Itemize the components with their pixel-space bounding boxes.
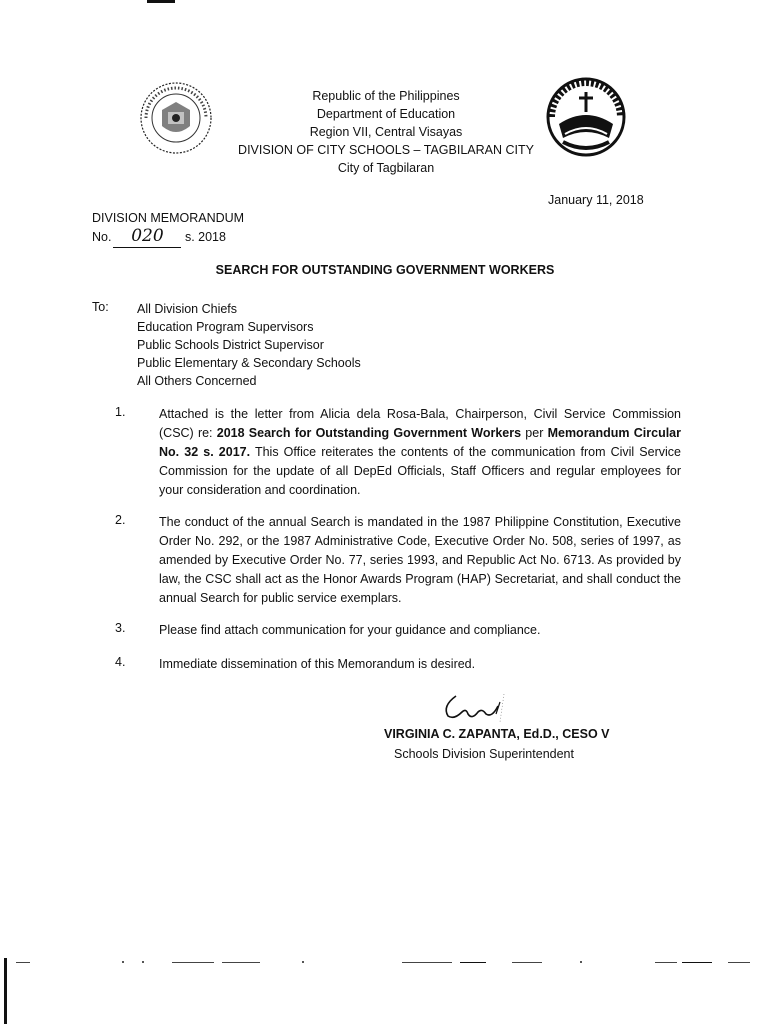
memo-date: January 11, 2018 — [548, 193, 644, 207]
handwritten-signature — [438, 692, 508, 726]
recipient-item: Public Schools District Supervisor — [137, 338, 324, 352]
memo-number-line — [92, 228, 244, 248]
memo-heading — [92, 209, 244, 248]
deped-seal-icon — [138, 80, 214, 156]
scan-noise — [728, 962, 750, 963]
memo-no-label: No. — [92, 230, 112, 244]
recipient-item: All Division Chiefs — [137, 302, 238, 316]
paragraph-bold-title: 2018 Search for Outstanding Government Workers — [216, 426, 522, 440]
paragraph-number: 1. — [115, 405, 126, 419]
scan-mark-top — [147, 0, 175, 3]
division-logo-icon — [545, 76, 627, 158]
scan-noise — [682, 962, 712, 963]
recipient-list — [137, 300, 361, 390]
paragraph-text-part: This Office reiterates the contents of the communication from Civil Service Commission for the update of all DepEd Officials, Staff Officers and regular employees for your consideration and coordination. — [159, 445, 681, 497]
paragraph-number: 4. — [115, 655, 126, 669]
memo-number: 020 — [131, 226, 164, 246]
header-division: DIVISION OF CITY SCHOOLS – TAGBILARAN CITY — [238, 143, 534, 157]
to-label: To: — [92, 300, 109, 314]
paragraph-text-part: per — [521, 426, 548, 440]
scan-mark-left — [4, 958, 7, 1024]
scan-noise — [580, 961, 582, 963]
recipient-item: Public Elementary & Secondary Schools — [137, 356, 361, 370]
letterhead — [236, 87, 536, 177]
scan-noise — [142, 961, 144, 963]
scan-noise — [122, 961, 124, 963]
memo-number-field — [113, 228, 181, 248]
recipient-item: All Others Concerned — [137, 374, 257, 388]
scan-noise — [402, 962, 452, 963]
paragraph-text: The conduct of the annual Search is mandated in the 1987 Philippine Constitution, Executive Order No. 292, or the 1987 Administrative Code, Executive Order No. 508, series of 1997, as amended by Executive Order No. 77, series 1993, and Republic Act No. 6713. As provided by law, the CSC shall act as the Honor Awards Program (HAP) Secretariat, and shall conduct the annual Search for public service exemplars. — [159, 515, 681, 605]
scan-noise — [512, 962, 542, 963]
paragraph-text — [159, 405, 681, 500]
recipient-item: Education Program Supervisors — [137, 320, 314, 334]
paragraph-text-part: Attached is the letter from Alicia dela Rosa-Bala, Chairperson, Civil Service Commission (CSC) re: — [159, 407, 681, 440]
signatory-block — [384, 724, 609, 764]
signatory-name: VIRGINIA C. ZAPANTA, Ed.D., CESO V — [384, 727, 610, 741]
paragraph-text: Immediate dissemination of this Memorandum is desired. — [159, 657, 476, 671]
header-country: Republic of the Philippines — [312, 89, 460, 103]
scan-noise — [16, 962, 30, 963]
header-department: Department of Education — [316, 107, 456, 121]
memo-series: s. 2018 — [184, 230, 226, 244]
scan-noise — [460, 962, 486, 963]
header-region: Region VII, Central Visayas — [309, 125, 463, 139]
header-city: City of Tagbilaran — [337, 161, 435, 175]
paragraph-number: 2. — [115, 513, 126, 527]
paragraph-bold-circular: Memorandum Circular No. 32 s. 2017. — [159, 426, 681, 459]
scan-noise — [655, 962, 677, 963]
memo-title: DIVISION MEMORANDUM — [92, 211, 245, 225]
scan-noise — [222, 962, 260, 963]
memo-subject: SEARCH FOR OUTSTANDING GOVERNMENT WORKERS — [215, 263, 555, 277]
scan-noise — [172, 962, 214, 963]
paragraph-number: 3. — [115, 621, 126, 635]
paragraph-text: Please find attach communication for your guidance and compliance. — [159, 623, 541, 637]
signatory-title: Schools Division Superintendent — [394, 747, 574, 761]
scan-noise — [302, 961, 304, 963]
